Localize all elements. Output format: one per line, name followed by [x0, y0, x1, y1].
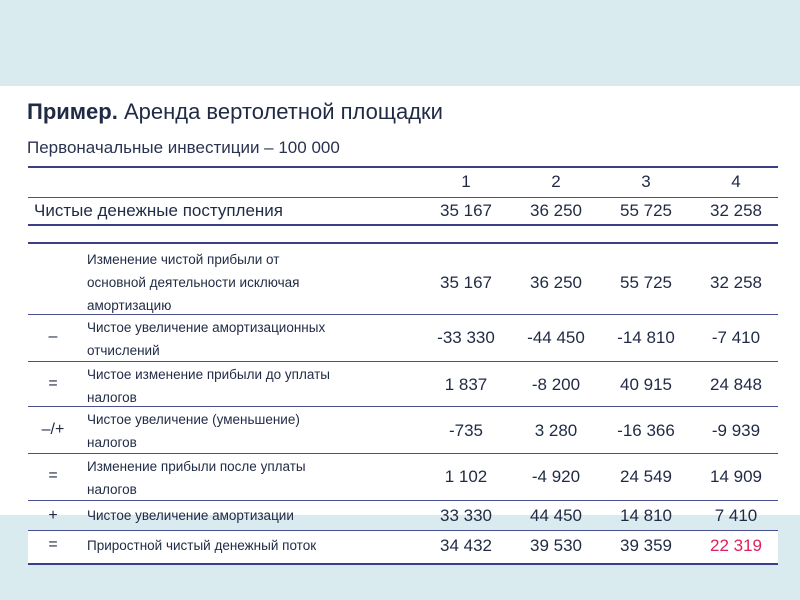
- row-7-description: [87, 534, 316, 557]
- row-2-desc-line-1: Чистое увеличение амортизационных: [87, 320, 326, 335]
- row-6-value-1: 33 330: [440, 506, 492, 525]
- row-7-value-4-highlight: 22 319: [710, 536, 762, 555]
- summary-bottom-rule: [28, 224, 778, 226]
- row-5-operator: =: [48, 467, 58, 484]
- row-2-divider: [28, 361, 778, 362]
- row-7-desc-line-1: Приростной чистый денежный поток: [87, 538, 317, 553]
- top-band: [0, 0, 800, 86]
- summary-value-3: 55 725: [620, 201, 672, 220]
- row-6-description: [87, 504, 294, 527]
- row-6-desc-line-1: Чистое увеличение амортизации: [87, 508, 294, 523]
- row-5-value-4: 14 909: [710, 467, 762, 486]
- row-3-desc-line-1: Чистое изменение прибыли до уплаты: [87, 367, 330, 382]
- page-subtitle: Первоначальные инвестиции – 100 000: [27, 138, 340, 157]
- year-header-1: 1: [461, 172, 471, 191]
- row-5-value-2: -4 920: [531, 467, 581, 486]
- row-2-value-4: -7 410: [711, 328, 761, 347]
- row-3-value-4: 24 848: [710, 375, 762, 394]
- row-7-value-1: 34 432: [440, 536, 492, 555]
- row-4-desc-line-2: налогов: [87, 435, 137, 450]
- row-2-value-1: -33 330: [437, 328, 495, 347]
- row-3-value-2: -8 200: [531, 375, 581, 394]
- year-header-2: 2: [551, 172, 561, 191]
- row-1-value-3: 55 725: [620, 273, 672, 292]
- row-4-desc-line-1: Чистое увеличение (уменьшение): [87, 412, 300, 427]
- summary-top-rule: [28, 166, 778, 168]
- row-1-description: [87, 248, 299, 317]
- row-4-divider: [28, 453, 778, 454]
- row-2-value-3: -14 810: [617, 328, 675, 347]
- row-4-value-3: -16 366: [617, 421, 675, 440]
- row-5-desc-line-2: налогов: [87, 482, 137, 497]
- row-2-desc-line-2: отчислений: [87, 343, 160, 358]
- row-1-value-4: 32 258: [710, 273, 762, 292]
- page-title: [27, 99, 443, 125]
- row-3-value-1: 1 837: [444, 375, 488, 394]
- row-3-description: [87, 363, 330, 409]
- row-7-operator: =: [48, 536, 58, 553]
- row-3-operator: =: [48, 375, 58, 392]
- row-4-value-2: 3 280: [534, 421, 578, 440]
- year-header-3: 3: [641, 172, 651, 191]
- row-1-value-2: 36 250: [530, 273, 582, 292]
- row-2-operator: –: [48, 328, 58, 345]
- row-6-value-4: 7 410: [714, 506, 758, 525]
- row-3-divider: [28, 406, 778, 407]
- summary-value-2: 36 250: [530, 201, 582, 220]
- summary-label: Чистые денежные поступления: [34, 201, 283, 220]
- detail-top-rule: [28, 242, 778, 244]
- row-5-value-1: 1 102: [444, 467, 488, 486]
- summary-value-1: 35 167: [440, 201, 492, 220]
- row-6-value-3: 14 810: [620, 506, 672, 525]
- row-6-operator: +: [48, 507, 58, 524]
- row-6-divider: [28, 530, 778, 531]
- row-3-value-3: 40 915: [620, 375, 672, 394]
- row-4-description: [87, 408, 300, 454]
- row-5-description: [87, 455, 306, 501]
- row-4-value-4: -9 939: [711, 421, 761, 440]
- row-1-desc-line-1: Изменение чистой прибыли от: [87, 252, 280, 267]
- row-2-value-2: -44 450: [527, 328, 585, 347]
- detail-bottom-rule: [28, 563, 778, 565]
- year-header-4: 4: [731, 172, 741, 191]
- summary-value-4: 32 258: [710, 201, 762, 220]
- title-bold: Пример.: [27, 99, 118, 124]
- row-4-operator: –/+: [41, 421, 65, 438]
- row-3-desc-line-2: налогов: [87, 390, 137, 405]
- title-rest: Аренда вертолетной площадки: [117, 99, 443, 124]
- row-1-desc-line-3: амортизацию: [87, 298, 172, 313]
- row-2-description: [87, 316, 325, 362]
- row-7-value-3: 39 359: [620, 536, 672, 555]
- row-5-value-3: 24 549: [620, 467, 672, 486]
- row-6-value-2: 44 450: [530, 506, 582, 525]
- row-7-value-2: 39 530: [530, 536, 582, 555]
- row-5-divider: [28, 500, 778, 501]
- row-1-divider: [28, 314, 778, 315]
- row-1-desc-line-2: основной деятельности исключая: [87, 275, 300, 290]
- row-1-value-1: 35 167: [440, 273, 492, 292]
- row-4-value-1: -735: [448, 421, 484, 440]
- row-5-desc-line-1: Изменение прибыли после уплаты: [87, 459, 306, 474]
- summary-mid-rule: [28, 197, 778, 198]
